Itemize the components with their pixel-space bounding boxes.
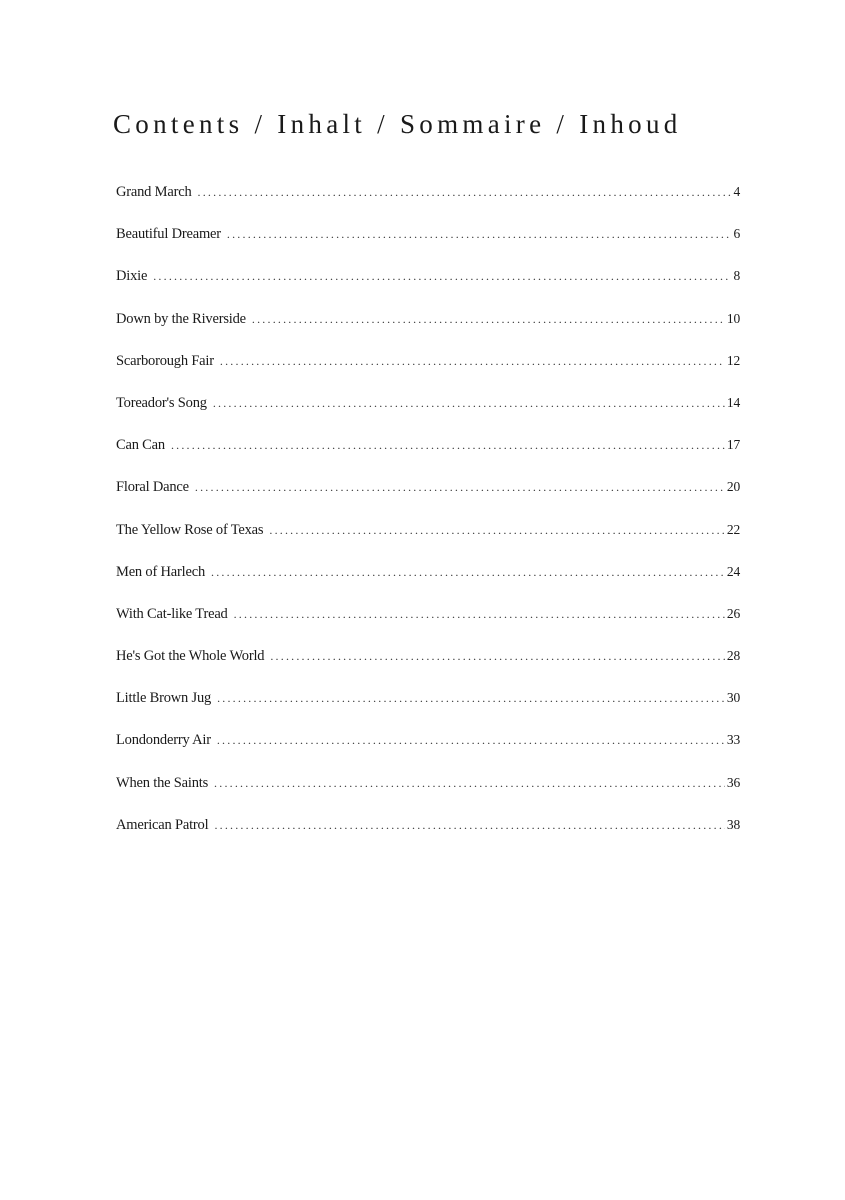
dot-leader (217, 733, 725, 748)
dot-leader (213, 396, 725, 411)
dot-leader (214, 776, 725, 791)
toc-entry[interactable] (116, 479, 740, 521)
toc-entry-title: Scarborough Fair (116, 352, 214, 369)
toc-entry-page: 38 (726, 816, 740, 832)
toc-entry[interactable] (116, 184, 740, 226)
toc-entry[interactable] (116, 817, 740, 859)
toc-entry-page: 4 (733, 184, 740, 199)
toc-entry-page: 28 (726, 648, 740, 664)
toc-entry-title: Grand March (116, 184, 192, 200)
toc-entry-page: 20 (726, 479, 740, 495)
toc-entry-page: 36 (726, 774, 740, 790)
dot-leader (211, 565, 725, 580)
toc-entry-title: With Cat-like Tread (116, 605, 228, 622)
toc-entry[interactable] (116, 395, 740, 437)
dot-leader (171, 438, 725, 453)
toc-entry-title: The Yellow Rose of Texas (116, 521, 264, 538)
dot-leader (270, 649, 725, 664)
toc-entry[interactable] (116, 268, 740, 310)
toc-entry-page: 12 (726, 352, 740, 368)
toc-entry[interactable] (116, 732, 740, 774)
toc-entry[interactable] (116, 353, 740, 395)
toc-entry-page: 17 (726, 437, 740, 453)
dot-leader (252, 312, 725, 327)
toc-entry[interactable] (116, 775, 740, 817)
dot-leader (195, 480, 725, 495)
page-title: Contents / Inhalt / Sommaire / Inhoud (113, 109, 682, 139)
toc-entry-page: 22 (726, 521, 740, 537)
toc-entry-page: 6 (733, 226, 740, 242)
dot-leader (153, 269, 731, 284)
dot-leader (227, 227, 732, 242)
toc-entry-title: Floral Dance (116, 479, 189, 496)
toc-entry-page: 8 (733, 268, 740, 284)
toc-entry[interactable] (116, 522, 740, 564)
toc-entry-title: Men of Harlech (116, 563, 205, 580)
toc-entry-title: When the Saints (116, 774, 209, 791)
dot-leader (234, 607, 725, 622)
dot-leader (214, 818, 724, 833)
dot-leader (198, 185, 732, 200)
toc-entry-title: Little Brown Jug (116, 690, 212, 707)
toc-entry-title: Toreador's Song (116, 394, 207, 411)
toc-entry-page: 14 (726, 394, 740, 410)
toc-entry[interactable] (116, 311, 740, 353)
toc-entry-title: Down by the Riverside (116, 310, 246, 327)
toc-entry[interactable] (116, 564, 740, 606)
toc-entry-page: 10 (726, 310, 740, 326)
toc-entry-title: Londonderry Air (116, 732, 211, 749)
toc-entry[interactable] (116, 648, 740, 690)
toc-entry[interactable] (116, 226, 740, 268)
toc-entry-page: 24 (726, 563, 740, 579)
toc-entry[interactable] (116, 437, 740, 479)
dot-leader (269, 523, 725, 538)
toc-entry-title: American Patrol (116, 816, 209, 833)
toc-entry-title: He's Got the Whole World (116, 648, 265, 665)
toc-entry-title: Dixie (116, 268, 148, 285)
dot-leader (220, 354, 725, 369)
table-of-contents (116, 184, 740, 859)
dot-leader (217, 691, 725, 706)
toc-entry-page: 30 (726, 690, 740, 706)
toc-entry[interactable] (116, 606, 740, 648)
toc-entry-title: Can Can (116, 437, 165, 454)
toc-entry[interactable] (116, 690, 740, 732)
toc-entry-page: 26 (726, 605, 740, 621)
toc-entry-title: Beautiful Dreamer (116, 226, 221, 243)
toc-entry-page: 33 (726, 732, 740, 748)
